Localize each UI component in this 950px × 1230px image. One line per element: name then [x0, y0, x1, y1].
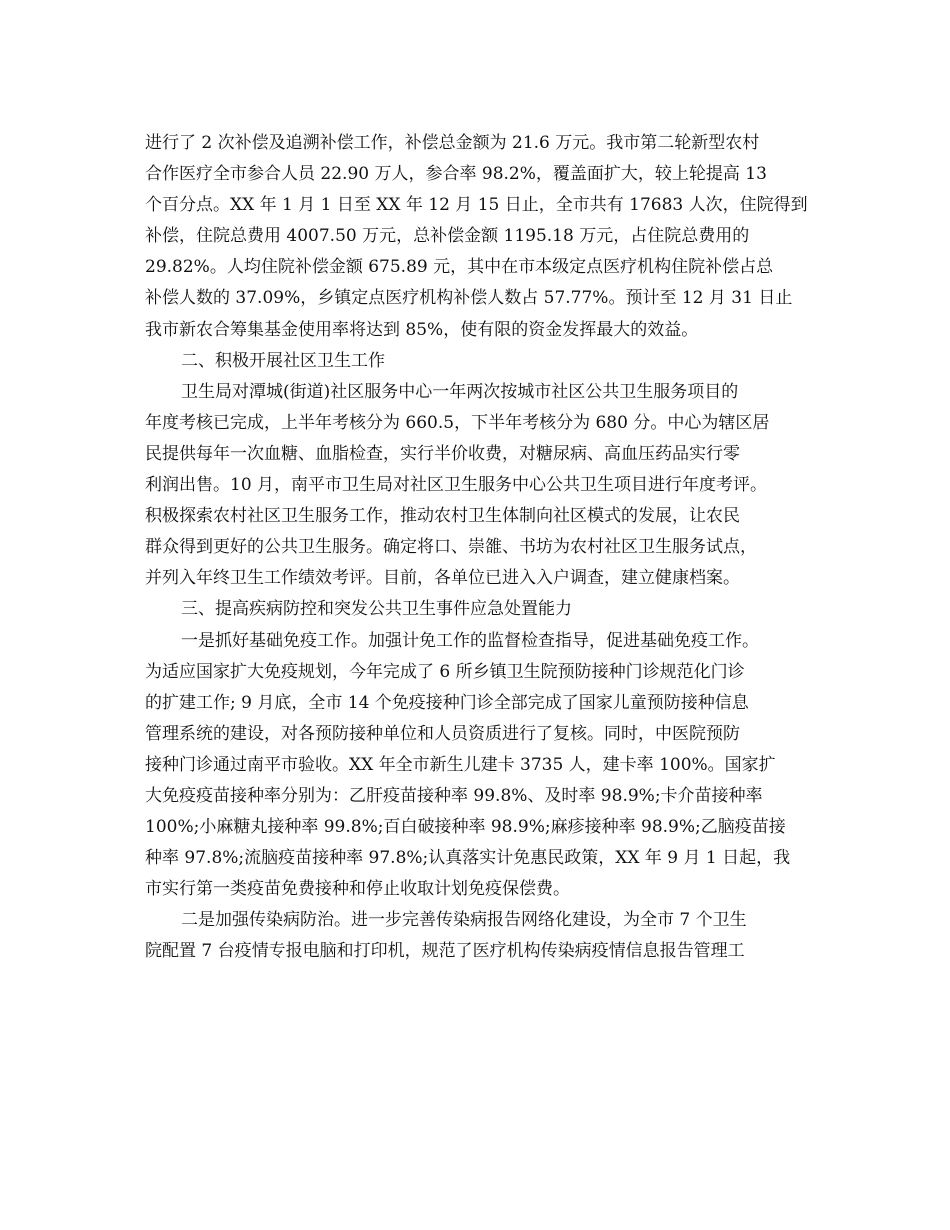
text-line: 个百分点。XX 年 1 月 1 日至 XX 年 12 月 15 日止，全市共有 17683 人次，住院得到	[145, 195, 808, 216]
text-line: 的扩建工作; 9 月底，全市 14 个免疫接种门诊全部完成了国家儿童预防接种信息	[145, 692, 749, 713]
text-line: 为适应国家扩大免疫规划，今年完成了 6 所乡镇卫生院预防接种门诊规范化门诊	[145, 661, 745, 682]
text-line: 接种门诊通过南平市验收。XX 年全市新生儿建卡 3735 人，建卡率 100%。国家扩	[145, 754, 776, 775]
text-line: 利润出售。10 月，南平市卫生局对社区卫生服务中心公共卫生项目进行年度考评。	[145, 475, 768, 496]
text-line: 100%;小麻糖丸接种率 99.8%;百白破接种率 98.9%;麻疹接种率 98.9%;乙脑疫苗接	[145, 817, 786, 838]
document-body	[145, 128, 808, 968]
text-line: 群众得到更好的公共卫生服务。确定将口、崇雒、书坊为农村社区卫生服务试点，	[145, 537, 757, 558]
text-line: 29.82%。人均住院补偿金额 675.89 元，其中在市本级定点医疗机构住院补偿占总	[145, 257, 774, 278]
text-line: 种率 97.8%;流脑疫苗接种率 97.8%;认真落实计免惠民政策，XX 年 9 月 1 日起，我	[145, 848, 791, 869]
text-line: 民提供每年一次血糖、血脂检查，实行半价收费，对糖尿病、高血压药品实行零	[145, 443, 740, 464]
section-heading-community-health: 二、积极开展社区卫生工作	[181, 350, 385, 371]
text-line: 并列入年终卫生工作绩效考评。目前，各单位已进入入户调查，建立健康档案。	[145, 568, 740, 589]
text-line: 管理系统的建设，对各预防接种单位和人员资质进行了复核。同时，中医院预防	[145, 723, 740, 744]
paragraph-community-health	[145, 377, 805, 595]
text-line: 一是抓好基础免疫工作。加强计免工作的监督检查指导，促进基础免疫工作。	[181, 630, 759, 651]
paragraph-infectious-disease	[145, 905, 805, 967]
section-heading-disease-control: 三、提高疾病防控和突发公共卫生事件应急处置能力	[181, 599, 572, 620]
text-line: 二是加强传染病防治。进一步完善传染病报告网络化建设，为全市 7 个卫生	[181, 910, 747, 931]
paragraph-ncms-compensation	[145, 128, 808, 346]
text-line: 补偿人数的 37.09%，乡镇定点医疗机构补偿人数占 57.77%。预计至 12 月 31 日止	[145, 288, 793, 309]
text-line: 年度考核已完成，上半年考核分为 660.5，下半年考核分为 680 分。中心为辖区居	[145, 412, 770, 433]
text-line: 补偿，住院总费用 4007.50 万元，总补偿金额 1195.18 万元，占住院总费用的	[145, 226, 750, 247]
text-line: 大免疫疫苗接种率分别为：乙肝疫苗接种率 99.8%、及时率 98.9%;卡介苗接种率	[145, 785, 763, 806]
text-line: 合作医疗全市参合人员 22.90 万人，参合率 98.2%，覆盖面扩大，较上轮提高 13	[145, 164, 767, 185]
text-line: 卫生局对潭城(街道)社区服务中心一年两次按城市社区公共卫生服务项目的	[181, 381, 739, 402]
text-line: 院配置 7 台疫情专报电脑和打印机，规范了医疗机构传染病疫情信息报告管理工	[145, 941, 745, 962]
text-line: 市实行第一类疫苗免费接种和停止收取计划免疫保偿费。	[145, 879, 570, 900]
text-line: 我市新农合筹集基金使用率将达到 85%，使有限的资金发挥最大的效益。	[145, 319, 699, 340]
text-line: 积极探索农村社区卫生服务工作，推动农村卫生体制向社区模式的发展，让农民	[145, 506, 740, 527]
text-line: 进行了 2 次补偿及追溯补偿工作，补偿总金额为 21.6 万元。我市第二轮新型农村	[145, 133, 760, 153]
paragraph-immunization	[145, 626, 805, 906]
